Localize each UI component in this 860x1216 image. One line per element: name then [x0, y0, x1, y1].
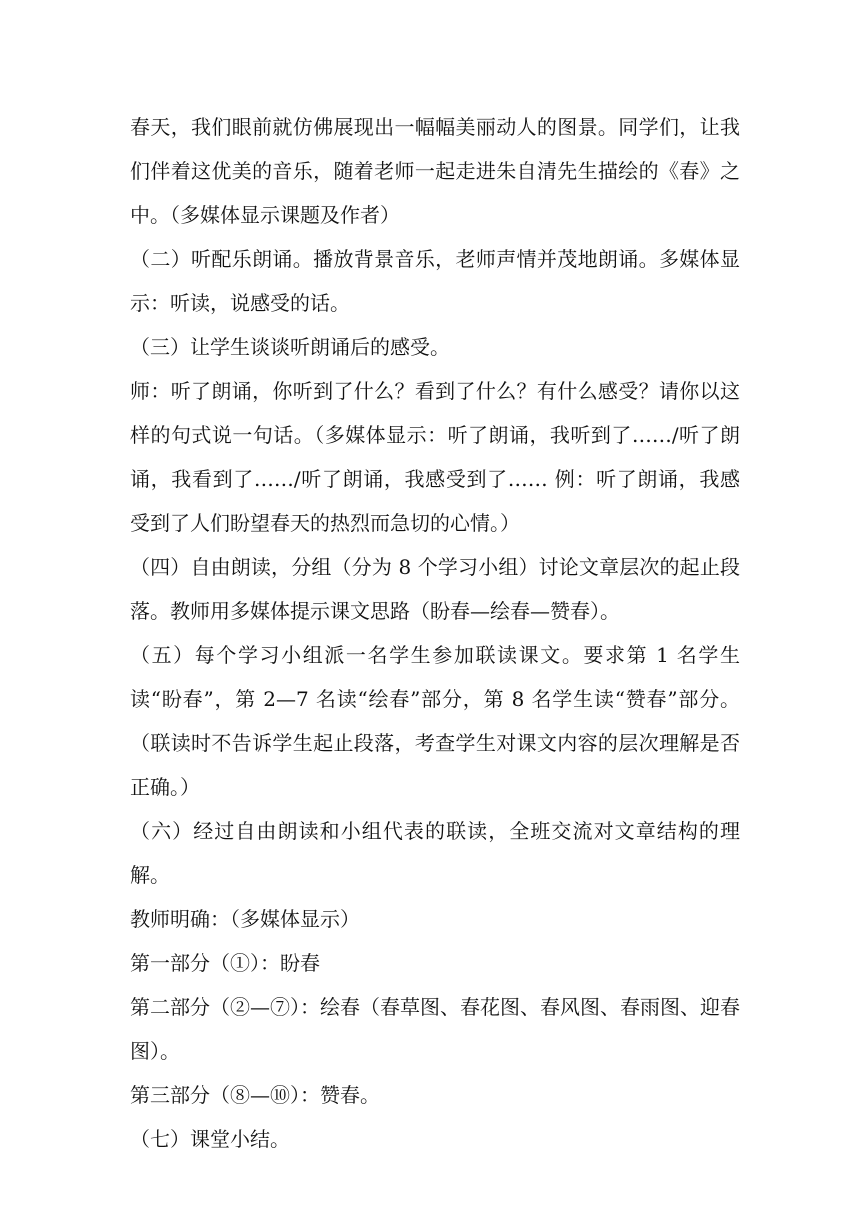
paragraph-step-7: （七）课堂小结。 — [130, 1127, 290, 1151]
paragraph-part-3: 第三部分（⑧—⑩）：赞春。 — [130, 1083, 380, 1107]
paragraph-step-5: （五）每个学习小组派一名学生参加联读课文。要求第 1 名学生读“盼春”，第 2—7 名读“绘春”部分，第 8 名学生读“赞春”部分。（联读时不告诉学生起止段落，考查学生对课文内容的层次理解是否正确。） — [130, 643, 740, 799]
paragraph-teacher-clarify: 教师明确：（多媒体显示） — [130, 907, 360, 931]
paragraph-step-6: （六）经过自由朗读和小组代表的联读，全班交流对文章结构的理解。 — [130, 819, 740, 887]
paragraph-part-2: 第二部分（②—⑦）：绘春（春草图、春花图、春风图、春雨图、迎春图）。 — [130, 995, 740, 1063]
paragraph-step-4: （四）自由朗读，分组（分为 8 个学习小组）讨论文章层次的起止段落。教师用多媒体提示课文思路（盼春—绘春—赞春）。 — [130, 555, 740, 623]
paragraph-step-3: （三）让学生谈谈听朗诵后的感受。 — [130, 335, 450, 359]
paragraph-step-2: （二）听配乐朗诵。播放背景音乐，老师声情并茂地朗诵。多媒体显示：听读，说感受的话。 — [130, 247, 740, 315]
paragraph-intro: 春天，我们眼前就仿佛展现出一幅幅美丽动人的图景。同学们，让我们伴着这优美的音乐，随着老师一起走进朱自清先生描绘的《春》之中。（多媒体显示课题及作者） — [130, 115, 740, 227]
paragraph-part-1: 第一部分（①）：盼春 — [130, 951, 320, 975]
paragraph-teacher-prompt: 师：听了朗诵，你听到了什么？看到了什么？有什么感受？请你以这样的句式说一句话。（多媒体显示：听了朗诵，我听到了……/听了朗诵，我看到了……/听了朗诵，我感受到了…… 例：听了朗诵，我感受到了人们盼望春天的热烈而急切的心情。） — [130, 379, 740, 535]
document-body — [130, 105, 740, 1161]
